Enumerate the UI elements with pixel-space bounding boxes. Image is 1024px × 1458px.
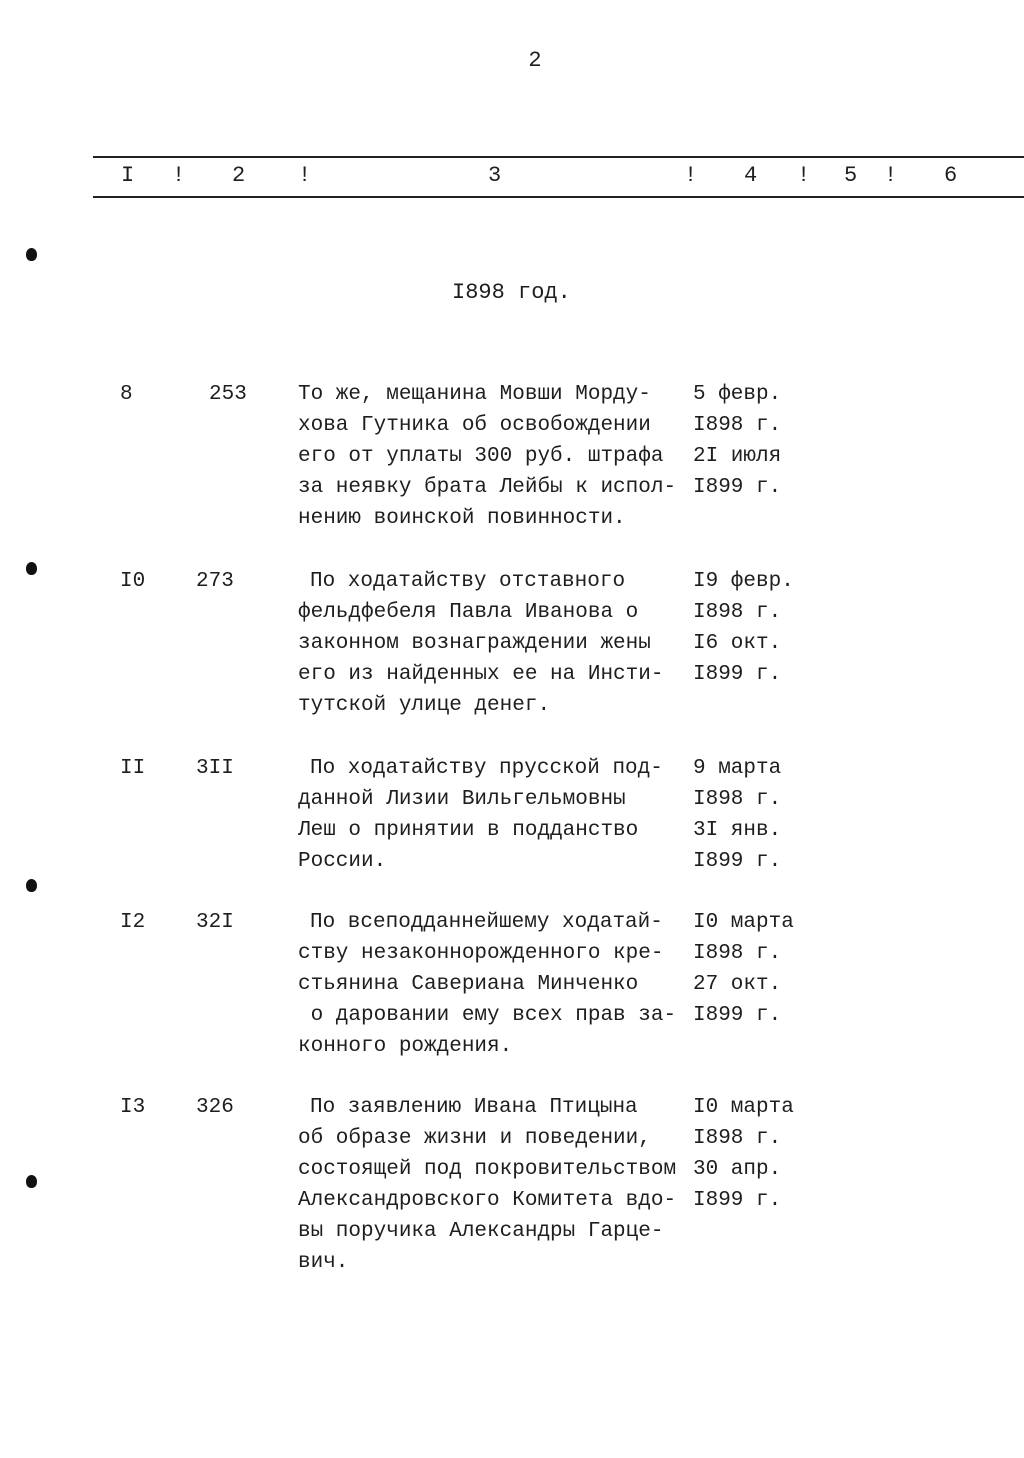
punch-hole-mark (26, 1175, 37, 1188)
date-line: 3I янв. (693, 819, 782, 842)
description-line: его от уплаты 300 руб. штрафа (298, 445, 664, 468)
section-year-title: I898 год. (452, 280, 571, 305)
date-line: I9 февр. (693, 570, 794, 593)
description-line: Александровского Комитета вдо- (298, 1189, 677, 1212)
entry-description (298, 566, 702, 721)
date-line: I898 г. (693, 788, 782, 811)
entry-dates (693, 566, 794, 690)
header-separator: ! (684, 163, 698, 188)
entry-description (298, 907, 702, 1062)
case-number: 326 (196, 1096, 234, 1119)
description-line: его из найденных ее на Инсти- (298, 663, 664, 686)
date-line: I899 г. (693, 1004, 782, 1027)
description-line: состоящей под покровительством (298, 1158, 677, 1181)
entry-description (298, 753, 702, 877)
date-line: I0 марта (693, 1096, 794, 1119)
date-line: I898 г. (693, 601, 782, 624)
date-line: I899 г. (693, 850, 782, 873)
description-line: данной Лизии Вильгельмовны (298, 788, 626, 811)
description-line: вы поручика Александры Гарце- (298, 1220, 664, 1243)
entry-dates (693, 1092, 794, 1216)
header-col-3: 3 (488, 163, 502, 188)
entry-dates (693, 379, 781, 503)
description-line: тутской улице денег. (298, 694, 551, 717)
description-line: вич. (298, 1251, 349, 1274)
description-line: о даровании ему всех прав за- (298, 1004, 677, 1027)
date-line: I6 окт. (693, 632, 782, 655)
description-line: стьянина Савериана Минченко (298, 973, 639, 996)
case-number: 273 (196, 570, 234, 593)
entry-number: I3 (120, 1096, 146, 1119)
date-line: I898 г. (693, 1127, 782, 1150)
header-separator: ! (298, 163, 312, 188)
header-col-5: 5 (844, 163, 858, 188)
entry-dates (693, 907, 794, 1031)
description-line: об образе жизни и поведении, (298, 1127, 651, 1150)
header-col-2: 2 (232, 163, 246, 188)
description-line: Леш о принятии в подданство (298, 819, 639, 842)
description-line: ству незаконнорожденного кре- (298, 942, 664, 965)
page-number: 2 (528, 48, 542, 73)
description-line: По ходатайству отставного (310, 570, 626, 593)
entry-description (298, 1092, 702, 1278)
header-separator: ! (172, 163, 186, 188)
case-number: 253 (209, 383, 247, 406)
description-line: По всеподданнейшему ходатай- (310, 911, 663, 934)
entry-number: II (120, 757, 146, 780)
header-col-4: 4 (744, 163, 758, 188)
description-line: законном вознаграждении жены (298, 632, 651, 655)
date-line: I899 г. (693, 663, 782, 686)
date-line: 30 апр. (693, 1158, 782, 1181)
table-header-top-rule (93, 156, 1024, 158)
entry-number: I2 (120, 911, 146, 934)
description-line: России. (298, 850, 387, 873)
date-line: 2I июля (693, 445, 782, 468)
punch-hole-mark (26, 562, 37, 575)
header-col-1: I (121, 163, 135, 188)
description-line: По заявлению Ивана Птицына (310, 1096, 638, 1119)
date-line: 5 февр. (693, 383, 782, 406)
date-line: I899 г. (693, 476, 782, 499)
description-line: По ходатайству прусской под- (310, 757, 663, 780)
entry-number: 8 (120, 383, 133, 406)
punch-hole-mark (26, 248, 37, 261)
case-number: 3II (196, 757, 234, 780)
date-line: 27 окт. (693, 973, 782, 996)
date-line: I0 марта (693, 911, 794, 934)
punch-hole-mark (26, 879, 37, 892)
description-line: конного рождения. (298, 1035, 513, 1058)
header-separator: ! (797, 163, 811, 188)
entry-number: I0 (120, 570, 146, 593)
description-line: То же, мещанина Мовши Морду- (298, 383, 651, 406)
case-number: 32I (196, 911, 234, 934)
header-col-6: 6 (944, 163, 958, 188)
description-line: хова Гутника об освобождении (298, 414, 651, 437)
date-line: 9 марта (693, 757, 782, 780)
table-header-bottom-rule (93, 196, 1024, 198)
description-line: фельдфебеля Павла Иванова о (298, 601, 639, 624)
entry-dates (693, 753, 781, 877)
date-line: I898 г. (693, 414, 782, 437)
date-line: I898 г. (693, 942, 782, 965)
date-line: I899 г. (693, 1189, 782, 1212)
description-line: нению воинской повинности. (298, 507, 626, 530)
header-separator: ! (884, 163, 898, 188)
entry-description (298, 379, 690, 534)
description-line: за неявку брата Лейбы к испол- (298, 476, 677, 499)
